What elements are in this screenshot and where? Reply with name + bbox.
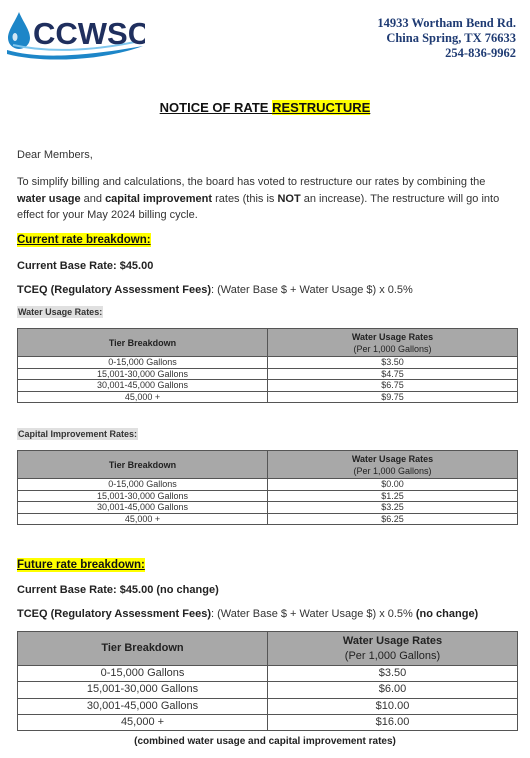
future-base-rate: Current Base Rate: $45.00 (no change) <box>17 584 219 596</box>
company-address <box>377 16 516 61</box>
rate-cell: $1.25 <box>268 490 518 502</box>
capital-improvement-table <box>17 450 518 525</box>
table-row <box>18 682 518 698</box>
tier-cell: 30,001-45,000 Gallons <box>18 502 268 514</box>
table-row <box>18 479 518 491</box>
tier-cell: 30,001-45,000 Gallons <box>18 380 268 392</box>
tceq-text: : (Water Base $ + Water Usage $) x 0.5% <box>210 608 416 620</box>
table-row <box>18 502 518 514</box>
title-prefix: NOTICE OF RATE <box>159 100 273 115</box>
rate-header-title: Water Usage Rates <box>351 453 434 464</box>
rate-header <box>268 329 518 357</box>
current-rate-heading: Current rate breakdown: <box>17 234 151 246</box>
tceq-text: : (Water Base $ + Water Usage $) x 0.5% <box>210 284 413 296</box>
tier-cell: 0-15,000 Gallons <box>18 479 268 491</box>
tier-cell: 45,000 + <box>18 391 268 403</box>
tier-cell: 30,001-45,000 Gallons <box>18 698 268 714</box>
table-footnote: (combined water usage and capital improvement rates) <box>134 736 396 747</box>
intro-paragraph <box>17 174 517 224</box>
table-row <box>18 391 518 403</box>
rate-header-title: Water Usage Rates <box>342 634 443 647</box>
tier-cell: 15,001-30,000 Gallons <box>18 368 268 380</box>
address-phone: 254-836-9962 <box>445 46 516 60</box>
tceq-no-change: (no change) <box>415 608 479 620</box>
rate-cell: $9.75 <box>268 391 518 403</box>
intro-text-1: To simplify billing and calculations, the board has voted to restructure our rates by combining the <box>17 176 486 188</box>
intro-bold-capital: capital improvement <box>105 192 213 205</box>
rate-cell: $3.50 <box>268 666 518 682</box>
table-row <box>18 490 518 502</box>
tier-header: Tier Breakdown <box>18 329 268 357</box>
tier-cell: 15,001-30,000 Gallons <box>18 490 268 502</box>
rate-header-sub: (Per 1,000 Gallons) <box>344 649 441 662</box>
rate-cell: $10.00 <box>268 698 518 714</box>
table-row <box>18 698 518 714</box>
tier-cell: 45,000 + <box>18 513 268 525</box>
rate-cell: $0.00 <box>268 479 518 491</box>
tceq-label: TCEQ (Regulatory Assessment Fees) <box>17 284 211 296</box>
intro-bold-not: NOT <box>277 192 301 205</box>
rate-cell: $3.25 <box>268 502 518 514</box>
future-tceq <box>17 606 478 622</box>
tier-header: Tier Breakdown <box>18 451 268 479</box>
rate-cell: $6.25 <box>268 513 518 525</box>
table-row <box>18 714 518 730</box>
table-row <box>18 357 518 369</box>
capital-improvement-label: Capital Improvement Rates: <box>18 429 138 439</box>
tier-header: Tier Breakdown <box>18 632 268 666</box>
page-title <box>0 100 530 115</box>
table-row <box>18 368 518 380</box>
tier-cell: 45,000 + <box>18 714 268 730</box>
rate-header <box>268 451 518 479</box>
rate-header-sub: (Per 1,000 Gallons) <box>353 343 432 354</box>
address-city: China Spring, TX 76633 <box>386 31 516 45</box>
address-street: 14933 Wortham Bend Rd. <box>377 16 516 30</box>
rate-cell: $3.50 <box>268 357 518 369</box>
water-usage-table <box>17 328 518 403</box>
greeting: Dear Members, <box>17 149 93 161</box>
intro-text-2: and <box>80 192 106 205</box>
tier-cell: 0-15,000 Gallons <box>18 666 268 682</box>
current-tceq <box>17 282 413 298</box>
tier-cell: 15,001-30,000 Gallons <box>18 682 268 698</box>
rate-cell: $16.00 <box>268 714 518 730</box>
rate-cell: $6.75 <box>268 380 518 392</box>
rate-cell: $4.75 <box>268 368 518 380</box>
rate-header-title: Water Usage Rates <box>351 331 434 342</box>
current-base-rate: Current Base Rate: $45.00 <box>17 260 154 272</box>
intro-text-4: an increase). The restructure will go into effect for your May 2024 billing cycle. <box>17 192 500 221</box>
rate-cell: $6.00 <box>268 682 518 698</box>
rate-header <box>268 632 518 666</box>
title-highlight: RESTRUCTURE <box>272 100 371 115</box>
tier-cell: 0-15,000 Gallons <box>18 357 268 369</box>
tceq-label: TCEQ (Regulatory Assessment Fees) <box>17 608 211 620</box>
future-rate-heading: Future rate breakdown: <box>17 559 145 571</box>
table-row <box>18 513 518 525</box>
intro-text-3: rates (this is <box>212 192 278 205</box>
rate-header-sub: (Per 1,000 Gallons) <box>353 465 432 476</box>
table-row <box>18 666 518 682</box>
intro-bold-water: water usage <box>17 192 81 205</box>
water-usage-label: Water Usage Rates: <box>18 307 103 317</box>
company-logo <box>5 8 145 60</box>
logo-text: CCWSC <box>33 16 145 51</box>
future-rate-table <box>17 631 518 731</box>
table-row <box>18 380 518 392</box>
